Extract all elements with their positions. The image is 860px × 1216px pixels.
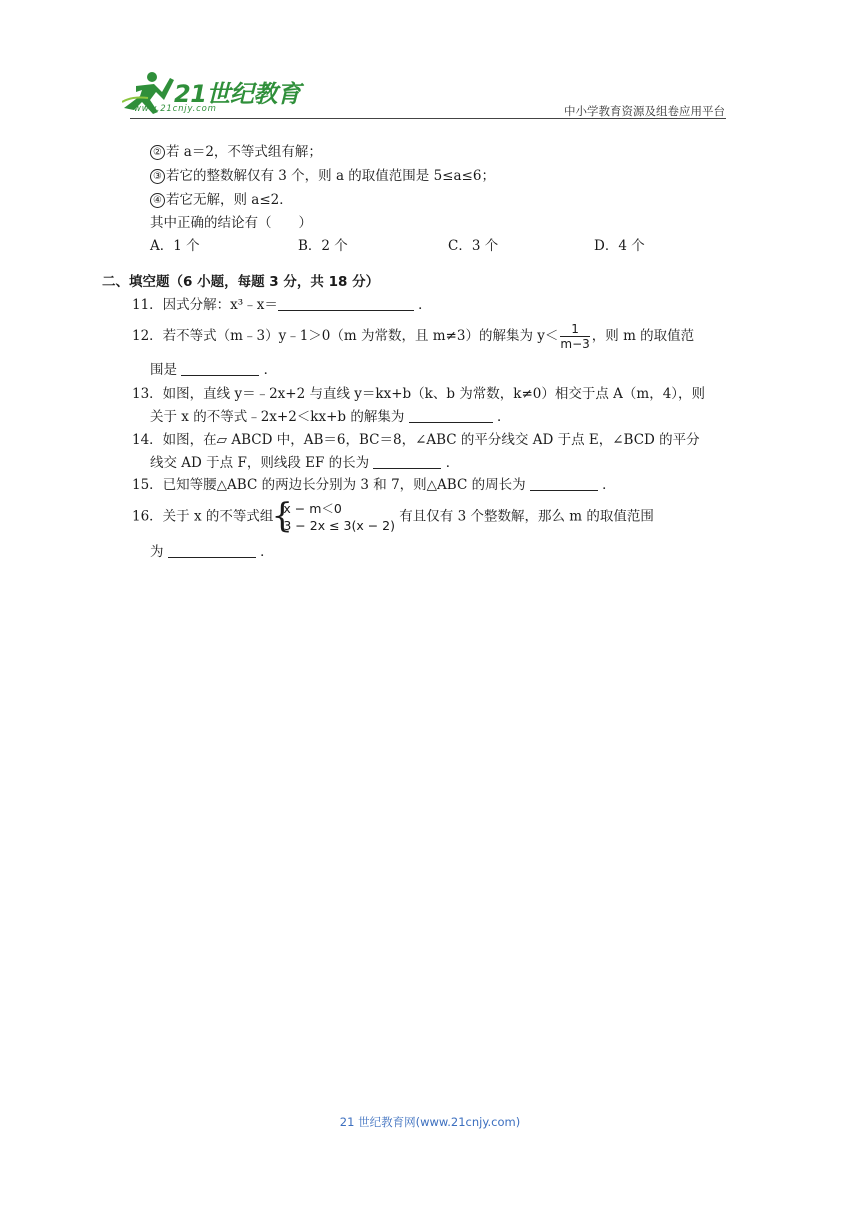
question-12-line2 bbox=[150, 358, 277, 378]
question-end: ． bbox=[445, 455, 460, 471]
question-text: 12．若不等式（m﹣3）y﹣1＞0（m 为常数，且 m≠3）的解集为 y＜ bbox=[132, 328, 559, 344]
option-item-4 bbox=[150, 188, 293, 208]
logo-text: 21世纪教育 bbox=[174, 80, 301, 108]
question-text: 11．因式分解：x³﹣x＝ bbox=[132, 297, 278, 313]
platform-tagline: 中小学教育资源及组卷应用平台 bbox=[564, 104, 725, 118]
logo-url: www.21cnjy.com bbox=[134, 104, 217, 114]
choice-d: D．4 个 bbox=[594, 238, 645, 254]
question-text: 15．已知等腰△ABC 的两边长分别为 3 和 7，则△ABC 的周长为 bbox=[132, 477, 526, 493]
question-end: ． bbox=[263, 362, 278, 378]
question-prompt: 其中正确的结论有（ ） bbox=[150, 215, 312, 231]
circled-number: ② bbox=[150, 145, 165, 160]
option-text: 若 a＝2，不等式组有解； bbox=[166, 144, 322, 160]
answer-blank bbox=[181, 361, 259, 376]
question-end: ． bbox=[496, 409, 511, 425]
answer-blank bbox=[168, 543, 256, 558]
question-text-cont: ，则 m 的取值范 bbox=[591, 328, 695, 344]
fraction bbox=[560, 322, 589, 351]
system-row-2: 3 − 2x ≤ 3(x − 2) bbox=[283, 518, 395, 533]
answer-blank bbox=[373, 454, 441, 469]
section-title: 二、填空题（6 小题，每题 3 分，共 18 分） bbox=[102, 274, 380, 290]
question-12 bbox=[132, 322, 694, 351]
header-divider bbox=[130, 118, 726, 119]
question-end: ． bbox=[418, 297, 432, 313]
choice-c: C．3 个 bbox=[448, 238, 499, 254]
option-text: 若它的整数解仅有 3 个，则 a 的取值范围是 5≤a≤6； bbox=[166, 168, 495, 184]
question-text: 围是 bbox=[150, 362, 177, 378]
question-text: 关于 x 的不等式﹣2x+2＜kx+b 的解集为 bbox=[150, 409, 405, 425]
fraction-numerator: 1 bbox=[560, 322, 589, 337]
question-15 bbox=[132, 473, 616, 493]
question-text-cont: 有且仅有 3 个整数解，那么 m 的取值范围 bbox=[399, 508, 654, 525]
choice-b: B．2 个 bbox=[298, 238, 348, 254]
inequality-system bbox=[271, 496, 395, 536]
circled-number: ③ bbox=[150, 169, 165, 184]
page-footer: 21 世纪教育网(www.21cnjy.com) bbox=[339, 1115, 521, 1129]
answer-blank bbox=[409, 408, 493, 423]
answer-blank bbox=[278, 296, 414, 311]
question-text: 16．关于 x 的不等式组 bbox=[132, 508, 274, 525]
choice-a: A．1 个 bbox=[150, 238, 200, 254]
question-end: ． bbox=[602, 477, 616, 493]
option-item-2 bbox=[150, 140, 322, 160]
question-11 bbox=[132, 293, 432, 313]
question-16-line2 bbox=[150, 540, 274, 560]
question-14: 14．如图，在▱ ABCD 中，AB＝6，BC＝8，∠ABC 的平分线交 AD 于点 E，∠BCD 的平分 bbox=[132, 432, 700, 448]
system-row-1: x − m＜0 bbox=[283, 501, 342, 516]
question-13-line2 bbox=[150, 405, 510, 425]
question-16 bbox=[132, 496, 654, 536]
brace-glyph: { bbox=[271, 496, 294, 536]
circled-number: ④ bbox=[150, 193, 165, 208]
question-text: 为 bbox=[150, 544, 164, 560]
question-end: ． bbox=[260, 544, 274, 560]
fraction-denominator: m−3 bbox=[560, 337, 590, 351]
question-13: 13．如图，直线 y＝﹣2x+2 与直线 y＝kx+b（k、b 为常数，k≠0）相交于点 A（m，4），则 bbox=[132, 386, 706, 402]
answer-blank bbox=[530, 476, 598, 491]
question-text: 线交 AD 于点 F，则线段 EF 的长为 bbox=[150, 455, 370, 471]
logo bbox=[122, 68, 302, 120]
option-text: 若它无解，则 a≤2． bbox=[166, 192, 293, 208]
question-14-line2 bbox=[150, 451, 459, 471]
page-header bbox=[0, 0, 860, 125]
option-item-3 bbox=[150, 164, 495, 184]
